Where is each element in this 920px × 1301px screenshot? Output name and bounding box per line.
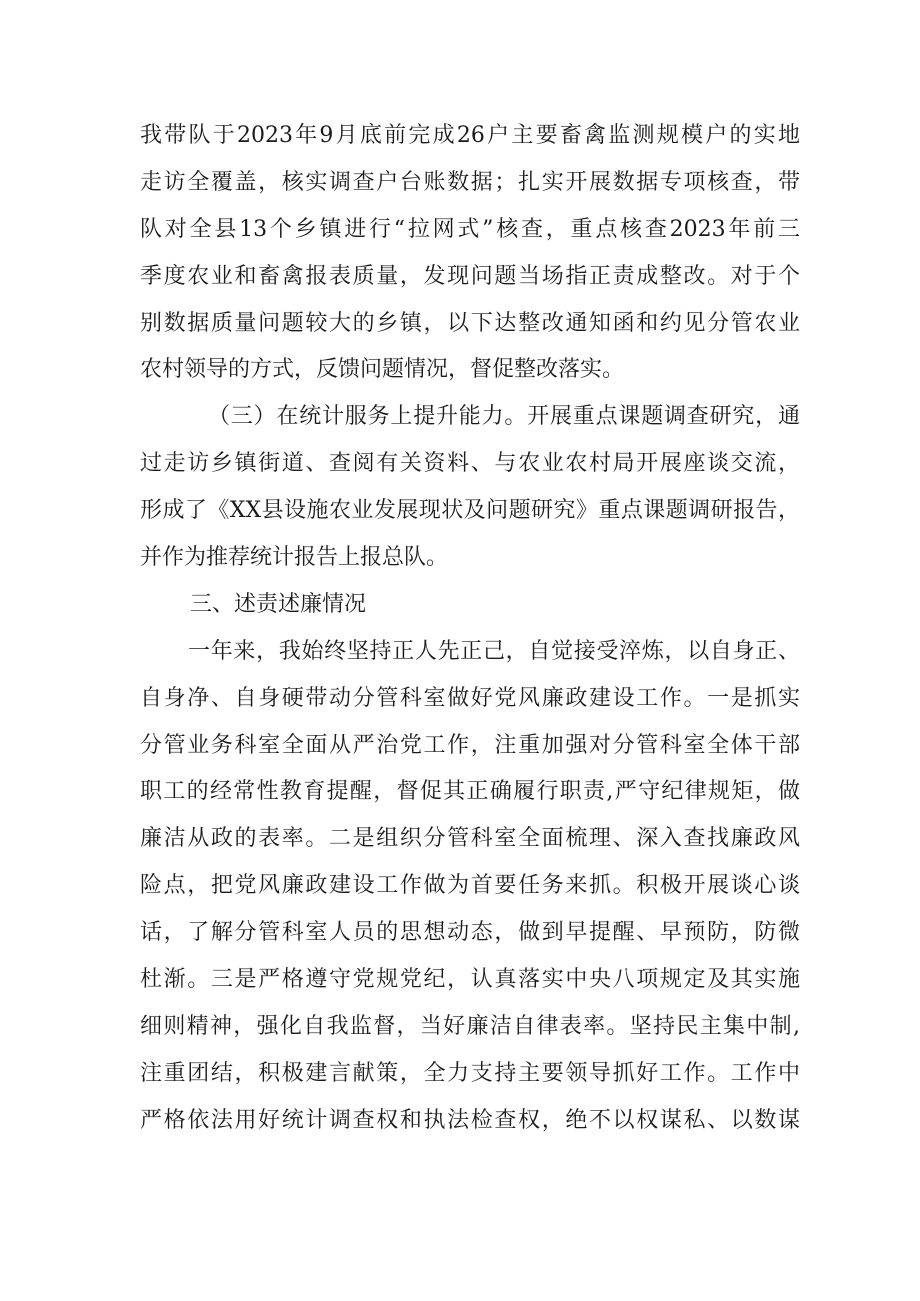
section-heading: 三、述责述廉情况 — [190, 591, 367, 617]
paragraph-start: 一年来，我始终坚持正人先正己，自觉接受淬炼，以自身正、 — [188, 638, 800, 664]
text-line: 杜渐。三是严格遵守党规党纪，认真落实中央八项规定及其实施 — [140, 967, 800, 993]
text-line: 自身净、自身硬带动分管科室做好党风廉政建设工作。一是抓实 — [140, 685, 800, 711]
text-line: 分管业务科室全面从严治党工作，注重加强对分管科室全体干部 — [140, 732, 800, 758]
text-line: 农村领导的方式，反馈问题情况，督促整改落实。 — [140, 357, 625, 383]
text-line: 廉洁从政的表率。二是组织分管科室全面梳理、深入查找廉政风 — [140, 826, 800, 852]
text-line: 走访全覆盖，核实调查户台账数据；扎实开展数据专项核查，带 — [140, 169, 800, 195]
text-line: 形成了《XX县设施农业发展现状及问题研究》重点课题调研报告， — [140, 498, 800, 524]
text-line: 细则精神，强化自我监督，当好廉洁自律表率。坚持民主集中制, — [140, 1013, 800, 1039]
text-line: 过走访乡镇街道、查阅有关资料、与农业农村局开展座谈交流， — [140, 451, 800, 477]
text-line: 严格依法用好统计调查权和执法检查权，绝不以权谋私、以数谋 — [140, 1107, 800, 1133]
text-line: 队对全县13个乡镇进行“拉网式”核查，重点核查2023年前三 — [140, 216, 800, 242]
text-line: 季度农业和畜禽报表质量，发现问题当场指正责成整改。对于个 — [140, 263, 800, 289]
text-line: 注重团结，积极建言献策，全力支持主要领导抓好工作。工作中 — [140, 1060, 800, 1086]
text-line: 别数据质量问题较大的乡镇，以下达整改通知函和约见分管农业 — [140, 310, 800, 336]
section-3-paragraph-start: （三）在统计服务上提升能力。开展重点课题调查研究，通 — [208, 404, 800, 430]
text-line: 我带队于2023年9月底前完成26户主要畜禽监测规模户的实地 — [140, 123, 800, 148]
body-text — [140, 113, 800, 1145]
text-line: 话，了解分管科室人员的思想动态，做到早提醒、早预防，防微 — [140, 920, 800, 946]
text-line: 并作为推荐统计报告上报总队。 — [140, 545, 449, 571]
text-line: 险点，把党风廉政建设工作做为首要任务来抓。积极开展谈心谈 — [140, 873, 800, 899]
text-line: 职工的经常性教育提醒，督促其正确履行职责,严守纪律规矩，做 — [140, 779, 800, 805]
